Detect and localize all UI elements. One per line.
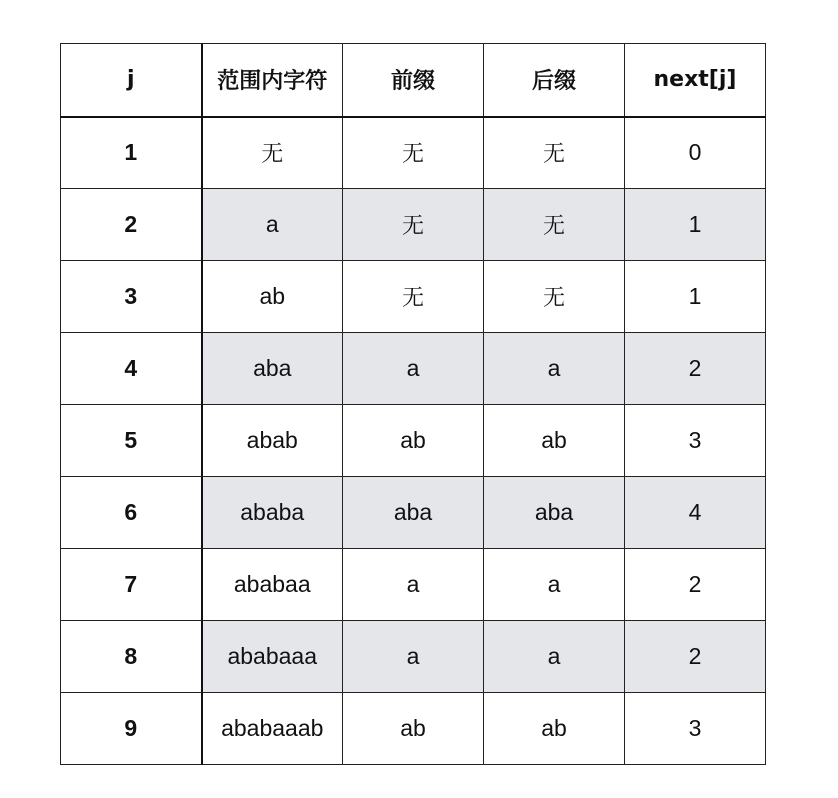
header-j: j: [61, 44, 202, 117]
cell-range: ababaaa: [202, 621, 343, 693]
cell-next: 2: [625, 621, 766, 693]
cell-range: a: [202, 189, 343, 261]
cell-range: ababaaab: [202, 693, 343, 765]
cell-suffix: ab: [484, 405, 625, 477]
cell-suffix: a: [484, 621, 625, 693]
cell-suffix: 无: [484, 189, 625, 261]
cell-prefix: 无: [343, 189, 484, 261]
cell-prefix: ab: [343, 693, 484, 765]
table-body: [61, 117, 766, 765]
cell-j: 6: [61, 477, 202, 549]
cell-prefix: ab: [343, 405, 484, 477]
cell-j: 1: [61, 117, 202, 189]
cell-suffix: a: [484, 333, 625, 405]
table-row: [61, 693, 766, 765]
table-row: [61, 261, 766, 333]
table-header: [61, 44, 766, 117]
cell-prefix: 无: [343, 261, 484, 333]
cell-range: ababaa: [202, 549, 343, 621]
cell-j: 9: [61, 693, 202, 765]
table-row: [61, 333, 766, 405]
cell-prefix: 无: [343, 117, 484, 189]
cell-next: 1: [625, 189, 766, 261]
header-suffix: 后缀: [484, 44, 625, 117]
header-range-chars: 范围内字符: [202, 44, 343, 117]
cell-suffix: 无: [484, 117, 625, 189]
cell-next: 1: [625, 261, 766, 333]
cell-prefix: a: [343, 333, 484, 405]
cell-suffix: aba: [484, 477, 625, 549]
cell-next: 2: [625, 333, 766, 405]
cell-j: 2: [61, 189, 202, 261]
cell-prefix: aba: [343, 477, 484, 549]
table-row: [61, 189, 766, 261]
cell-j: 3: [61, 261, 202, 333]
cell-j: 5: [61, 405, 202, 477]
cell-range: abab: [202, 405, 343, 477]
cell-next: 4: [625, 477, 766, 549]
cell-next: 2: [625, 549, 766, 621]
cell-j: 8: [61, 621, 202, 693]
cell-j: 7: [61, 549, 202, 621]
table-row: [61, 621, 766, 693]
cell-next: 3: [625, 693, 766, 765]
cell-next: 3: [625, 405, 766, 477]
cell-next: 0: [625, 117, 766, 189]
cell-prefix: a: [343, 549, 484, 621]
table-row: [61, 477, 766, 549]
table-row: [61, 405, 766, 477]
next-array-table-container: [60, 43, 766, 765]
cell-range: ab: [202, 261, 343, 333]
table-row: [61, 549, 766, 621]
cell-range: 无: [202, 117, 343, 189]
header-row: [61, 44, 766, 117]
header-next: next[j]: [625, 44, 766, 117]
header-prefix: 前缀: [343, 44, 484, 117]
cell-suffix: a: [484, 549, 625, 621]
cell-suffix: ab: [484, 693, 625, 765]
cell-suffix: 无: [484, 261, 625, 333]
cell-j: 4: [61, 333, 202, 405]
next-array-table: [60, 43, 766, 765]
cell-prefix: a: [343, 621, 484, 693]
table-row: [61, 117, 766, 189]
cell-range: aba: [202, 333, 343, 405]
cell-range: ababa: [202, 477, 343, 549]
